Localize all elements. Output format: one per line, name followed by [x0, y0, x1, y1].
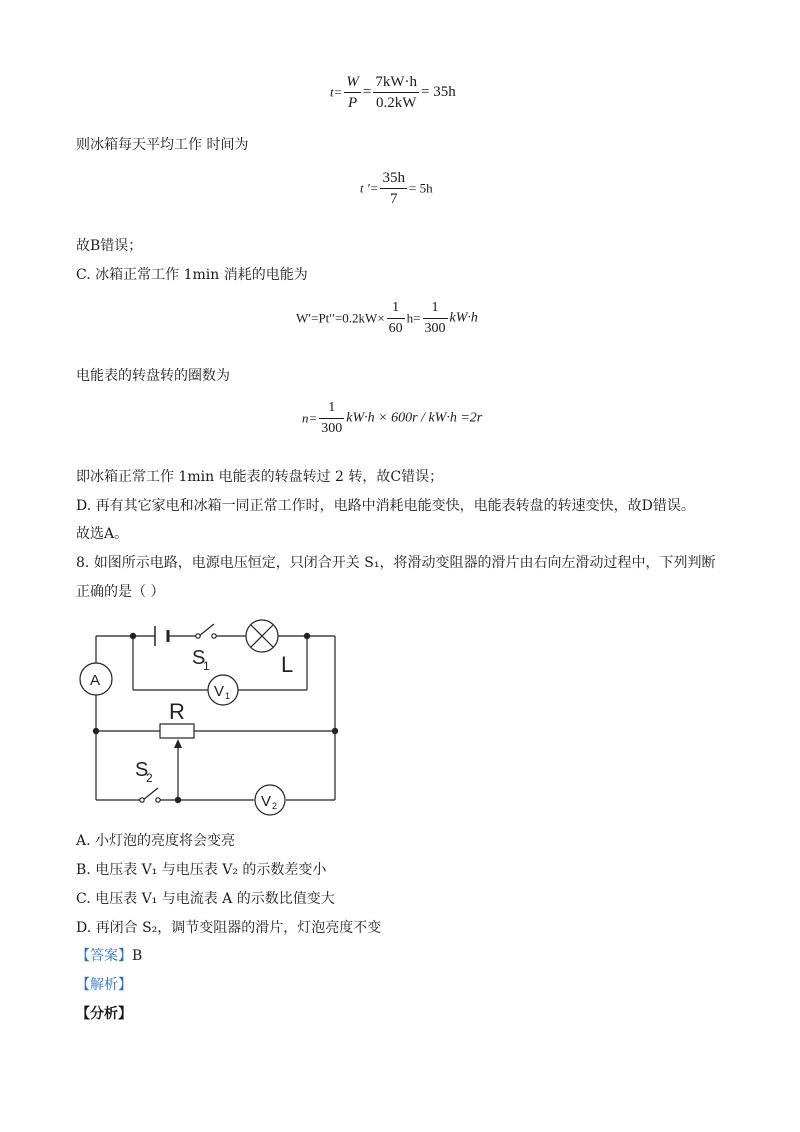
q8-line1: 8. 如图所示电路，电源电压恒定，只闭合开关 S₁，将滑动变阻器的滑片由右向左滑动过程中，下列判断 — [76, 555, 716, 571]
text-b-wrong: 故B错误； — [76, 238, 143, 254]
lamp-icon — [246, 620, 278, 652]
text-c-conclusion: 即冰箱正常工作 1min 电能表的转盘转过 2 转，故C错误； — [76, 469, 444, 485]
switch-s1 — [196, 624, 216, 638]
formula-t-eq: = — [362, 84, 372, 100]
label-v1-sub: 1 — [225, 691, 231, 701]
q8-line2: 正确的是（ ） — [76, 584, 165, 600]
text-d: D. 再有其它家电和冰箱一同正常工作时，电路中消耗电能变快，电能表转盘的转速变快，故D错误。 — [76, 498, 695, 514]
label-v1: V — [214, 683, 225, 700]
text-c-intro: C. 冰箱正常工作 1min 消耗的电能为 — [76, 267, 308, 283]
rheostat-r — [160, 724, 194, 738]
switch-s2 — [140, 788, 160, 802]
label-v2-sub: 2 — [272, 801, 278, 811]
label-s1: S — [192, 647, 206, 669]
option-d: D. 再闭合 S₂，调节变阻器的滑片，灯泡亮度不变 — [76, 920, 382, 936]
label-r: R — [169, 699, 185, 724]
formula-t-lhs: t= — [330, 84, 343, 100]
answer-label: 【答案】 — [76, 948, 132, 964]
circuit-wires — [96, 636, 335, 800]
answer-value: B — [132, 948, 143, 964]
label-v2: V — [261, 793, 272, 810]
label-s2-sub: 2 — [146, 771, 153, 785]
text-turns: 电能表的转盘转的圈数为 — [76, 368, 230, 384]
formula-t-frac2: $\frac{7kW\cdot h}{0.2kW}$ — [375, 74, 418, 111]
formula-n: n= $\frac{1}{300}$ kW·h × 600r / kW·h =2r — [302, 400, 483, 436]
label-l: L — [281, 652, 294, 677]
formula-t2: t ′= $\frac{35h}{7}$ = 5h — [360, 170, 433, 207]
formula-t-frac1: $\frac{W}{P}$ — [346, 74, 359, 111]
battery-symbol — [155, 626, 168, 646]
text-daily: 则冰箱每天平均工作 时间为 — [76, 137, 249, 153]
label-s2: S — [135, 759, 149, 781]
label-a: A — [90, 672, 101, 689]
analysis-label: 【解析】 — [76, 977, 132, 993]
formula-w: W′=Pt′′=0.2kW× $\frac{1}{60}$ h= $\frac{1}{300}$ kW·h — [296, 300, 478, 336]
slider-arrow-icon — [174, 739, 182, 748]
formula-t-rhs: = 35h — [421, 84, 456, 100]
option-a: A. 小灯泡的亮度将会变亮 — [76, 833, 236, 849]
text-choose-a: 故选A。 — [76, 526, 129, 542]
option-c: C. 电压表 V₁ 与电流表 A 的示数比值变大 — [76, 891, 335, 907]
label-s1-sub: 1 — [203, 659, 210, 673]
answer-row — [76, 946, 142, 966]
fenxi-label: 【分析】 — [76, 1006, 132, 1022]
junction-dots — [93, 633, 338, 803]
option-b: B. 电压表 V₁ 与电压表 V₂ 的示数差变小 — [76, 862, 327, 878]
